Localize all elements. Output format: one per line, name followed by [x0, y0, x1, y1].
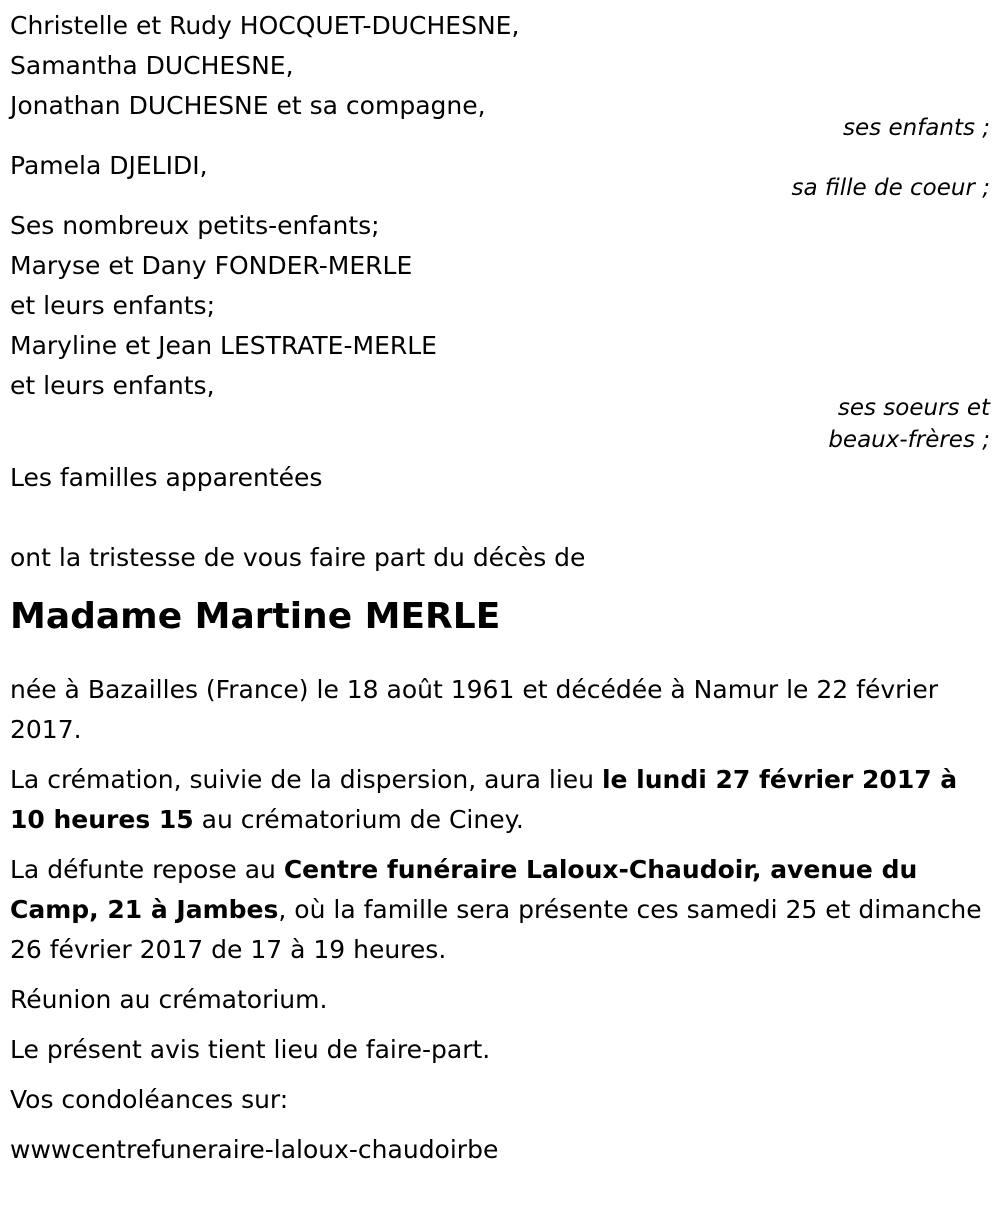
siblings-role: beaux-frères ;	[828, 427, 990, 453]
reunion-paragraph: Réunion au crématorium.	[10, 985, 328, 1014]
heart-daughter-line: Pamela DJELIDI,	[10, 151, 208, 180]
obituary-notice	[10, 6, 990, 1180]
notice-paragraph: Le présent avis tient lieu de faire-part.	[10, 1035, 491, 1064]
cremation-paragraph	[10, 760, 985, 840]
family-line: Jonathan DUCHESNE et sa compagne,	[10, 91, 486, 120]
birth-death-paragraph: née à Bazailles (France) le 18 août 1961 et décédée à Namur le 22 février 2017.	[10, 675, 939, 744]
children-role: ses enfants ;	[843, 115, 990, 141]
cremation-date: le lundi 27 février 2017 à 10 heures 15	[10, 765, 958, 834]
family-line: Ses nombreux petits-enfants;	[10, 211, 380, 240]
repose-paragraph	[10, 850, 985, 970]
related-families-line: Les familles apparentées	[10, 463, 323, 492]
cremation-prefix: La crémation, suivie de la dispersion, aura lieu	[10, 765, 602, 794]
repose-suffix: , où la famille sera présente ces samedi 25 et dimanche 26 février 2017 de 17 à 19 heures.	[10, 895, 982, 964]
condolences-label: Vos condoléances sur:	[10, 1085, 289, 1114]
announcement-line: ont la tristesse de vous faire part du décès de	[10, 543, 586, 572]
family-line: Samantha DUCHESNE,	[10, 51, 294, 80]
family-line: Maryline et Jean LESTRATE-MERLE	[10, 331, 437, 360]
repose-place: Centre funéraire Laloux-Chaudoir, avenue du Camp, 21 à Jambes	[10, 855, 918, 924]
family-line: Maryse et Dany FONDER-MERLE	[10, 251, 413, 280]
condolences-link[interactable]: wwwcentrefuneraire-laloux-chaudoirbe	[10, 1135, 499, 1164]
cremation-suffix: au crématorium de Ciney.	[193, 805, 524, 834]
repose-prefix: La défunte repose au	[10, 855, 284, 884]
family-line: Christelle et Rudy HOCQUET-DUCHESNE,	[10, 11, 520, 40]
heart-daughter-role: sa fille de coeur ;	[791, 175, 990, 201]
siblings-role: ses soeurs et	[837, 395, 990, 421]
family-line: et leurs enfants,	[10, 371, 215, 400]
deceased-name: Madame Martine MERLE	[10, 596, 501, 637]
family-line: et leurs enfants;	[10, 291, 215, 320]
